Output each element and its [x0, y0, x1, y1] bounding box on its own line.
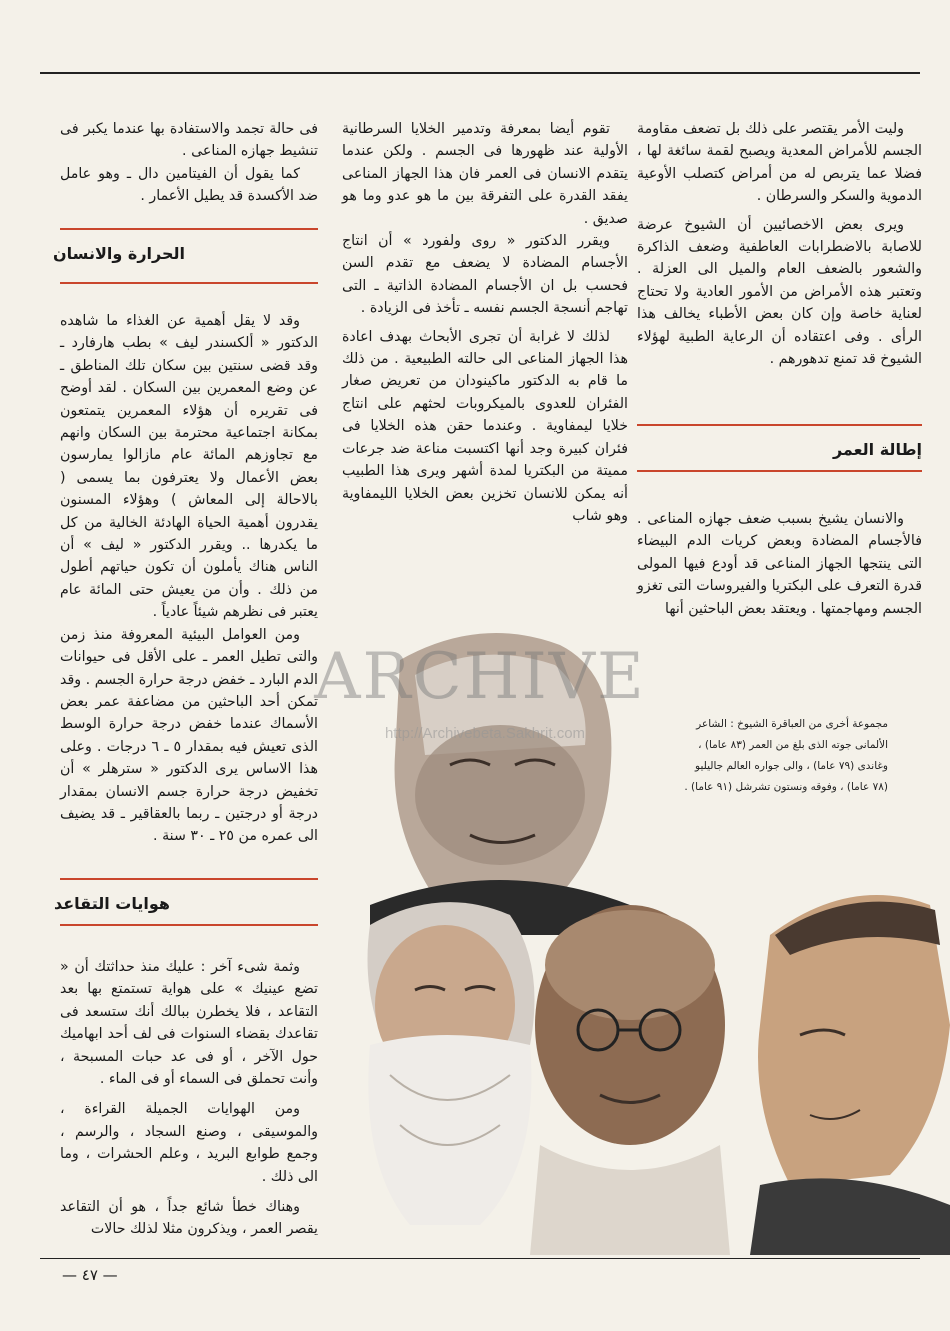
archive-watermark-url: http://Archivebeta.Sakhrit.com: [384, 725, 586, 742]
middle-paragraph-3: لذلك لا غرابة أن تجرى الأبحاث بهدف اعادة هذا الجهاز المناعى الى حالته الطبيعية . من ذلك ما قام به الدكتور ماكينودان من تعريض صغار الفئران للعدوى بالميكروبات لحثهم على انتاج خلايا ليمفاوية . وعندما حقن هذه الخلايا فى فئران كبيرة وجد أنها اكتسبت مناعة ضد جرعات مميتة من البكتريا لمدة أشهر ويرى هذا الطبيب أنه يمكن للانسان تخزين بعض الخلايا الليمفاوية وهو شاب: [342, 328, 628, 524]
page-number: — ٤٧ —: [62, 1266, 118, 1284]
left-heading1-top-line: [60, 228, 318, 230]
left-paragraph-5: وثمة شىء آخر : عليك منذ حداثتك أن « تضع عينيك » على هواية تستمتع بها بعد التقاعد ، فلا يخطرن ببالك أنك ستسعد فى تقاعدك بقضاء السنوات فى لف أحد ابهاميك حول الآخر ، أو فى عد حبات المسبحة ، وأنت تحملق فى السماء أو فى الماء .: [60, 959, 318, 1088]
archive-watermark: ARCHIVE: [314, 640, 646, 714]
left-paragraph-6: ومن الهوايات الجميلة القراءة ، والموسيقى ، وصنع السجاد ، والرسم ، وجمع طوابع البريد ، وعلم الحشرات ، وما الى ذلك .: [60, 1101, 318, 1185]
galileo-portrait: [368, 902, 535, 1225]
left-paragraph-3: وقد لا يقل أهمية عن الغذاء ما شاهده الدكتور « ألكسندر ليف » بطب هارفارد ـ وقد قضى سنتين بين سكان تلك المناطق ـ عن وضع المعمرين بين السكان . لقد أوضح فى تقريره أن هؤلاء المعمرين يتمتعون بمكانة اجتماعية محترمة بين السكان وانهم مع تجاوزهم المائة عام مازالوا يمارسون بعض الأعمال ولا يعترفون بما يسمى ( بالاحالة إلى المعاش ) وهؤلاء المسنون يقدرون أهمية الحياة الهادئة الخالية من كل ما يكدرها .. ويقرر الدكتور « ليف » أن الناس هناك يأملون أن تكون حياتهم أطول من ذلك . وأن من يعيش حتى المائة عام يعتبر فى نظرهم شيئاً عادياً .: [60, 313, 318, 621]
left-paragraph-7: وهناك خطأ شائع جداً ، هو أن التقاعد يقصر العمر ، ويذكرون مثلا لذلك حالات: [60, 1199, 318, 1238]
goethe-portrait: [750, 895, 950, 1255]
right-paragraph-1: وليت الأمر يقتصر على ذلك بل تضعف مقاومة الجسم للأمراض المعدية ويصبح لقمة سائغة لها ، فضلا عما يتربص له من أمراض كتصلب الأوعية الدموية والسكر والسرطان .: [637, 121, 922, 205]
right-paragraph-2: ويرى بعض الاخصائيين أن الشيوخ عرضة للاصابة بالاضطرابات العاطفية وضعف الذاكرة والشعور بالضعف العام والميل الى العزلة . وتعتبر هذه الأمراض من الأمور العادية ولا تحتاج لعناية خاصة وإن كان بعض الأطباء يخالف هذا الرأى . وفى اعتقاده أن الرعاية الطبية لهؤلاء الشيوخ قد تمنع تدهورهم .: [637, 216, 922, 368]
page-number-value: ٤٧: [81, 1266, 98, 1284]
middle-column: [342, 118, 628, 527]
left-paragraph-2: كما يقول أن الفيتامين دال ـ وهو عامل ضد الأكسدة قد يطيل الأعمار .: [60, 165, 318, 205]
left-column-section-3: [60, 956, 318, 1241]
top-rule: [40, 72, 920, 74]
left-column-section-2: [60, 310, 318, 848]
right-column: [637, 118, 922, 370]
left-heading1-bottom-line: [60, 282, 318, 284]
left-heading-retirement-hobbies: هوايات التقاعد: [54, 894, 170, 913]
left-paragraph-4: ومن العوامل البيئية المعروفة منذ زمن والتى تطيل العمر ـ على الأقل فى حيوانات الدم البارد ـ خفض درجة حرارة الجسم . وقد تمكن أحد الباحثين من مضاعفة عمر بعض الأسماك عندما خفض درجة حرارة الوسط الذى تعيش فيه بمقدار ٥ ـ ٦ درجات . وعلى هذا الاساس يرى الدكتور « سترهلر » أن تخفيض درجة حرارة جسم الانسان بمقدار درجة أو درجتين ـ ربما بالعقاقير ـ قد يضيف الى عمره من ٢٥ ـ ٣٠ سنة .: [60, 626, 318, 845]
gandhi-portrait: [530, 905, 730, 1255]
left-heading2-top-line: [60, 878, 318, 880]
right-heading-top-line: [637, 424, 922, 426]
right-heading-extend-life: إطالة العمر: [832, 440, 922, 459]
right-heading-bottom-line: [637, 470, 922, 472]
left-column: [60, 118, 318, 208]
left-paragraph-1: فى حالة تجمد والاستفادة بها عندما يكبر فى تنشيط جهازه المناعى .: [60, 121, 318, 160]
portrait-caption: مجموعة أخرى من العباقرة الشيوخ : الشاعر الألمانى جوته الذى بلغ من العمر (٨٣ عاما) ، وغاندى (٧٩ عاما) ، والى جواره العالم جاليليو (٧٨ عاما) ، وفوقه ونستون تشرشل (٩١ عاما) .: [684, 718, 888, 793]
left-heading-heat-and-man: الحرارة والانسان: [53, 244, 185, 263]
bottom-rule: [40, 1258, 920, 1259]
right-column-cont: [637, 508, 922, 620]
left-heading2-bottom-line: [60, 924, 318, 926]
middle-paragraph-2: ويقرر الدكتور « روى ولفورد » أن انتاج الأجسام المضادة لا يضعف مع تقدم السن فحسب بل ان الأجسام المضادة الذاتية ـ التى تهاجم أنسجة الجسم نفسه ـ تأخذ فى الزيادة .: [342, 233, 628, 317]
middle-paragraph-1: تقوم أيضا بمعرفة وتدمير الخلايا السرطانية الأولية عند ظهورها فى الجسم . ولكن عندما يتقدم الانسان فى العمر فان هذا الجهاز المناعى يفقد القدرة على التفرقة بين ما هو عدو وما هو صديق .: [342, 121, 628, 227]
right-paragraph-3: والانسان يشيخ بسبب ضعف جهازه المناعى . فالأجسام المضادة وبعض كريات الدم البيضاء التى ينتجها الجهاز المناعى قد أودع فيها المولى قدرة التعرف على البكتريا والفيروسات التى تغزو الجسم ومهاجمتها . ويعتقد بعض الباحثين أنها: [637, 511, 922, 617]
